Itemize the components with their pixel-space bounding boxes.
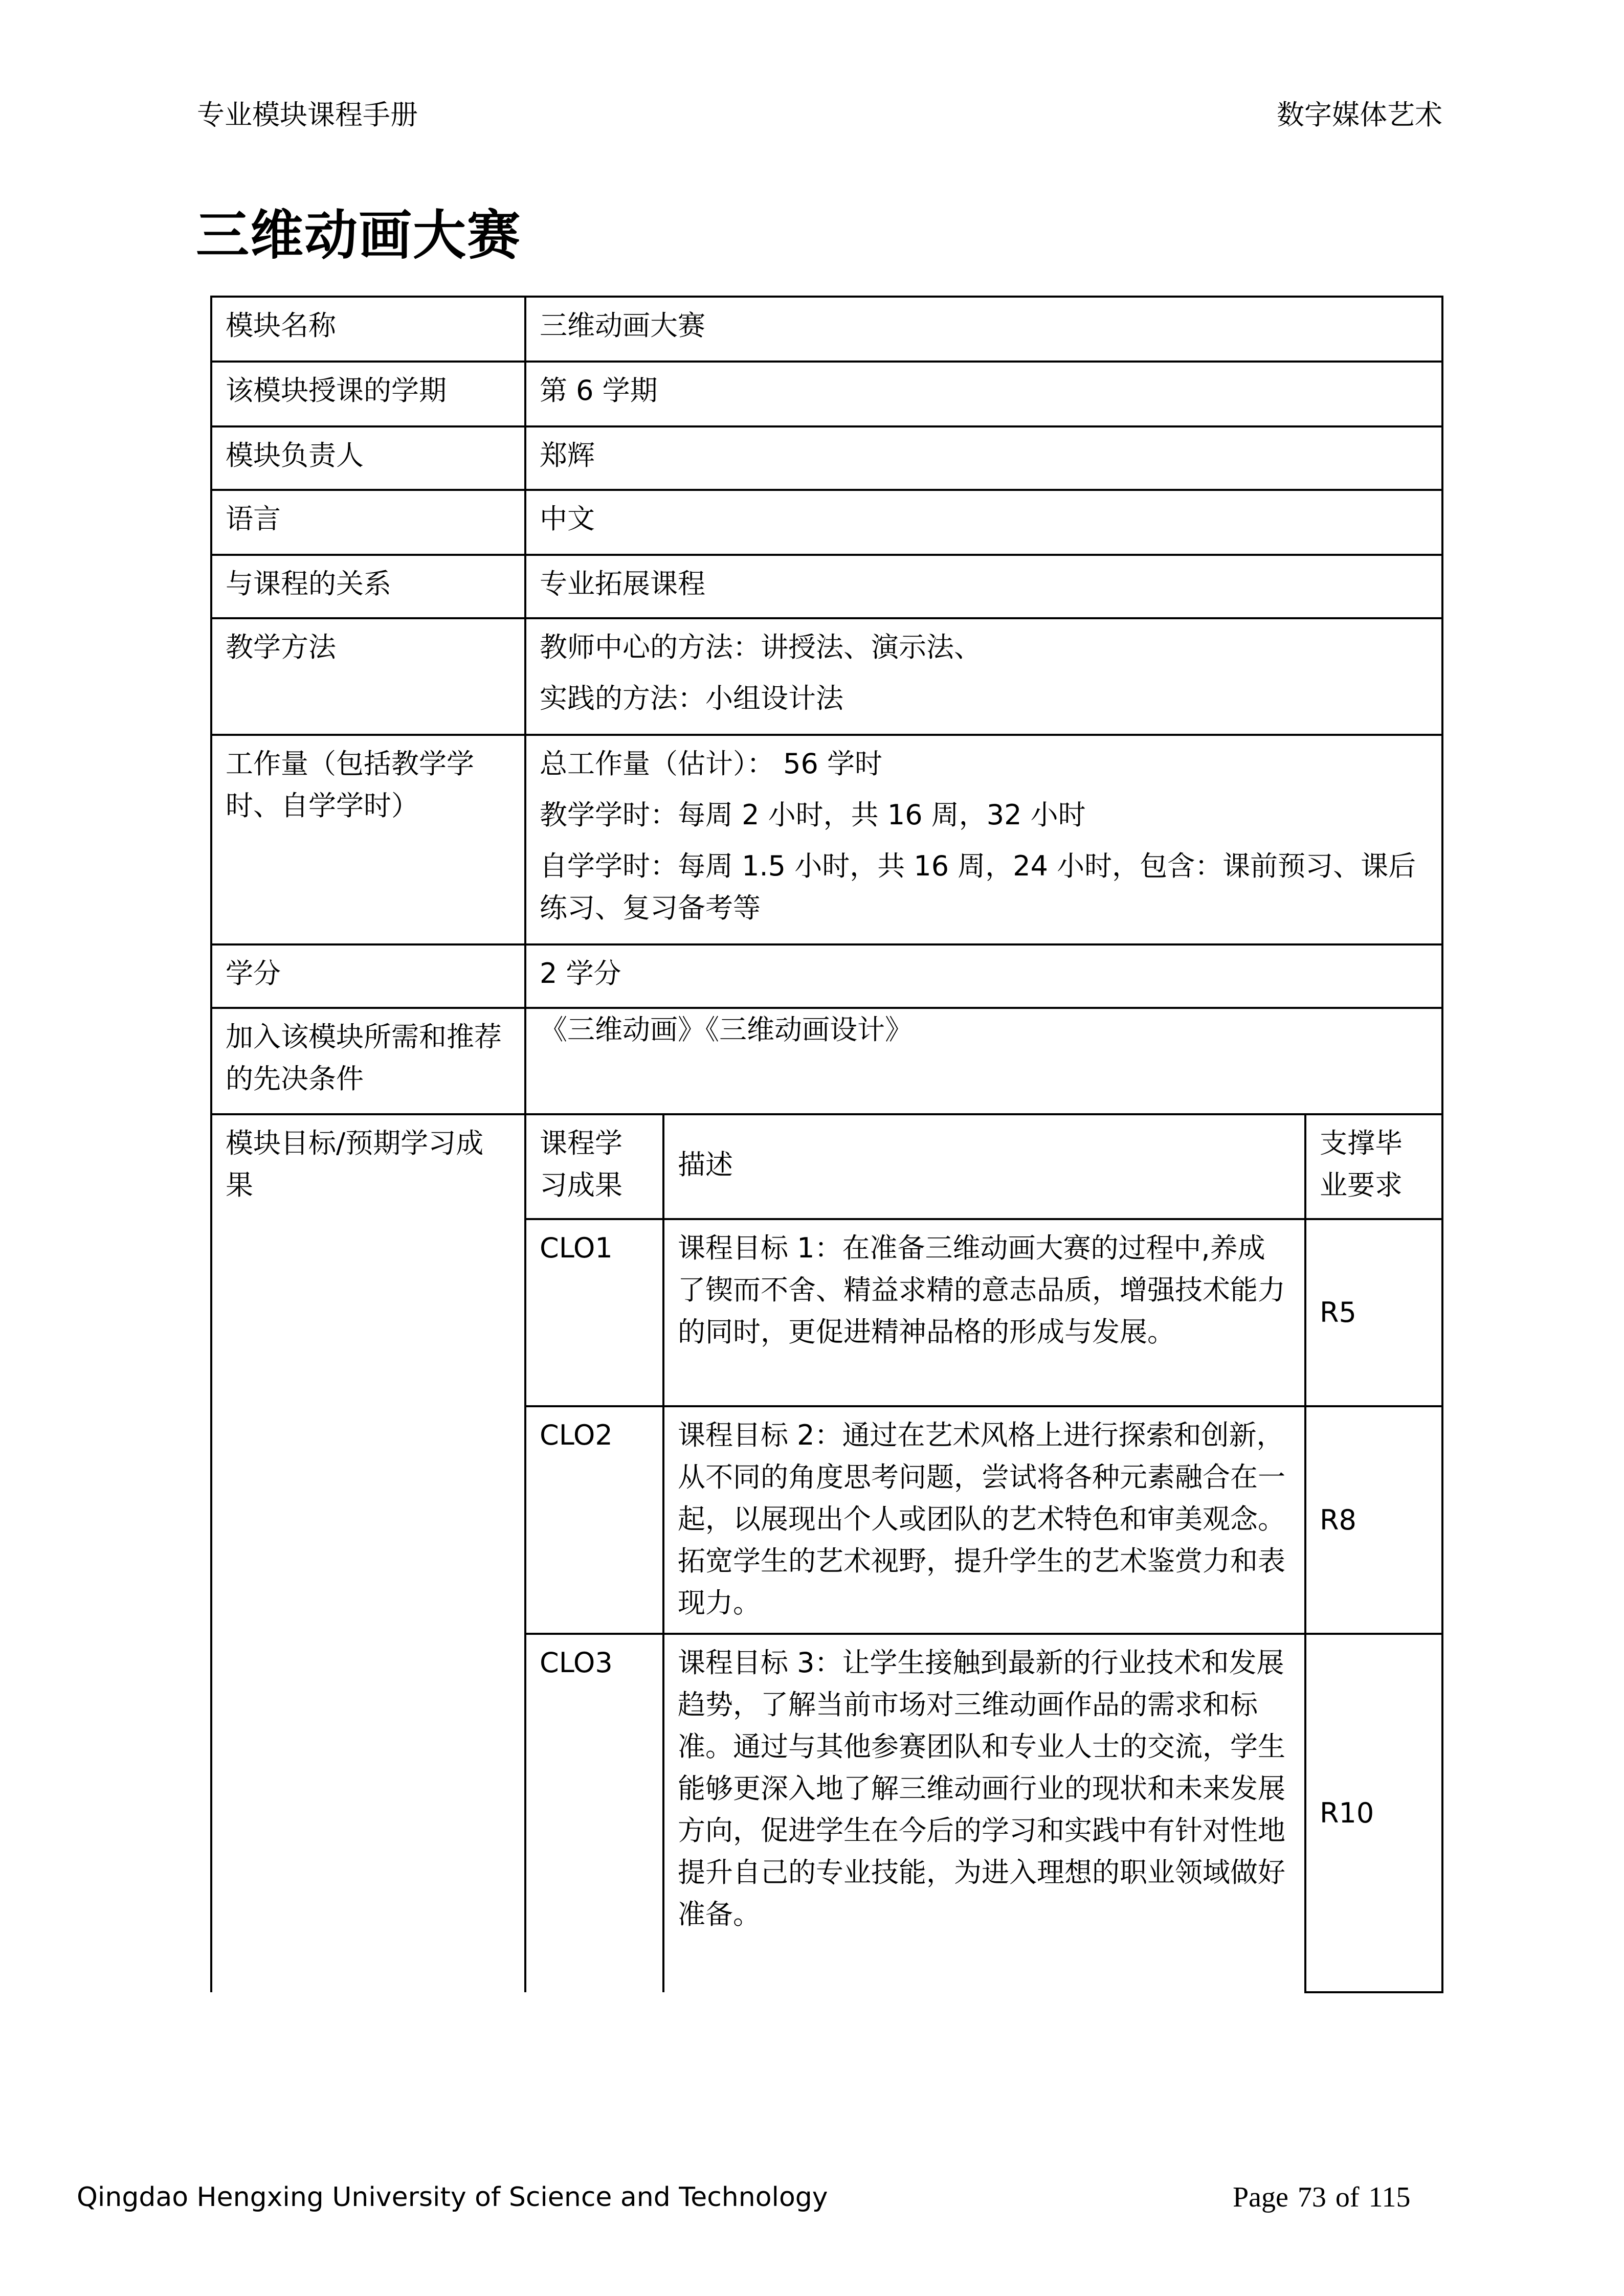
clo-requirement: R5 xyxy=(1320,1296,1356,1329)
header-requirement: 支撑毕业要求 xyxy=(1320,1127,1403,1201)
table-rule xyxy=(662,1114,664,1992)
header-clo: 课程学习成果 xyxy=(540,1127,622,1201)
row-value-line: 中文 xyxy=(540,503,595,535)
table-rule xyxy=(211,943,1443,946)
row-value xyxy=(525,362,1442,426)
header-major: 数字媒体艺术 xyxy=(1277,99,1442,131)
clo-id: CLO3 xyxy=(540,1647,613,1679)
row-label: 工作量（包括教学学时、自学学时） xyxy=(226,748,474,822)
row-value xyxy=(525,735,1442,944)
row-value-line: 2 学分 xyxy=(540,957,621,989)
row-value xyxy=(525,426,1442,490)
table-rule xyxy=(1441,296,1443,1993)
row-value-line: 自学学时：每周 1.5 小时，共 16 周，24 小时，包含：课前预习、课后练习、复习备考等 xyxy=(540,850,1416,924)
clo-requirement: R10 xyxy=(1320,1796,1374,1829)
footer-institution: Qingdao Hengxing University of Science and Technology xyxy=(77,2182,828,2213)
row-value-line: 《三维动画》《三维动画设计》 xyxy=(540,1014,913,1046)
row-value xyxy=(525,618,1442,735)
page-of: of xyxy=(1335,2181,1360,2213)
clo-id: CLO1 xyxy=(540,1232,613,1264)
table-rule xyxy=(524,296,526,1992)
table-rule xyxy=(211,489,1443,491)
page-number xyxy=(1233,2179,1419,2215)
table-rule xyxy=(211,617,1443,619)
row-value xyxy=(525,1008,1442,1114)
header-description: 描述 xyxy=(678,1149,733,1181)
row-value-line: 郑辉 xyxy=(540,439,595,471)
row-value-line: 三维动画大赛 xyxy=(540,309,705,342)
row-value xyxy=(525,944,1442,1008)
row-label: 模块负责人 xyxy=(226,439,364,471)
row-value-line: 第 6 学期 xyxy=(540,374,658,407)
row-value-line: 教师中心的方法：讲授法、演示法、 xyxy=(540,631,982,663)
clo-requirement: R8 xyxy=(1320,1503,1356,1536)
header-manual-title: 专业模块课程手册 xyxy=(197,99,418,131)
outcomes-label: 模块目标/预期学习成果 xyxy=(226,1127,484,1201)
row-value-line: 专业拓展课程 xyxy=(540,568,705,600)
row-value-line: 实践的方法：小组设计法 xyxy=(540,682,843,714)
table-rule xyxy=(211,734,1443,736)
row-value xyxy=(525,490,1442,555)
table-rule xyxy=(211,296,1443,298)
row-value xyxy=(525,297,1442,362)
row-label: 语言 xyxy=(226,503,281,535)
table-rule xyxy=(211,554,1443,556)
row-label: 学分 xyxy=(226,957,281,989)
table-rule xyxy=(211,361,1443,363)
row-label: 该模块授课的学期 xyxy=(226,374,447,407)
table-rule xyxy=(1304,1114,1306,1993)
page-title: 三维动画大赛 xyxy=(196,204,522,266)
table-rule xyxy=(210,296,212,1992)
page-word: Page xyxy=(1233,2181,1288,2213)
clo-id: CLO2 xyxy=(540,1419,613,1451)
page-total: 115 xyxy=(1368,2181,1411,2213)
page-current: 73 xyxy=(1297,2181,1326,2213)
table-rule xyxy=(211,1007,1443,1009)
row-value-line: 教学学时：每周 2 小时，共 16 周，32 小时 xyxy=(540,799,1086,831)
row-value xyxy=(525,555,1442,618)
row-value-line: 总工作量（估计）： 56 学时 xyxy=(540,748,883,780)
row-label: 教学方法 xyxy=(226,631,336,663)
clo-description: 课程目标 2：通过在艺术风格上进行探索和创新，从不同的角度思考问题，尝试将各种元素融合在一起，以展现出个人或团队的艺术特色和审美观念。拓宽学生的艺术视野，提升学生的艺术鉴赏力和表现力。 xyxy=(678,1419,1285,1619)
row-label: 模块名称 xyxy=(226,309,336,342)
table-rule xyxy=(1305,1991,1443,1993)
clo-description: 课程目标 1：在准备三维动画大赛的过程中,养成了锲而不舍、精益求精的意志品质，增强技术能力的同时，更促进精神品格的形成与发展。 xyxy=(678,1232,1285,1348)
clo-description: 课程目标 3：让学生接触到最新的行业技术和发展趋势，了解当前市场对三维动画作品的需求和标准。通过与其他参赛团队和专业人士的交流，学生能够更深入地了解三维动画行业的现状和未来发展方向，促进学生在今后的学习和实践中有针对性地提升自己的专业技能，为进入理想的职业领域做好准备。 xyxy=(678,1647,1285,1930)
table-rule xyxy=(211,425,1443,427)
row-label: 加入该模块所需和推荐的先决条件 xyxy=(226,1021,502,1095)
row-label: 与课程的关系 xyxy=(226,568,391,600)
